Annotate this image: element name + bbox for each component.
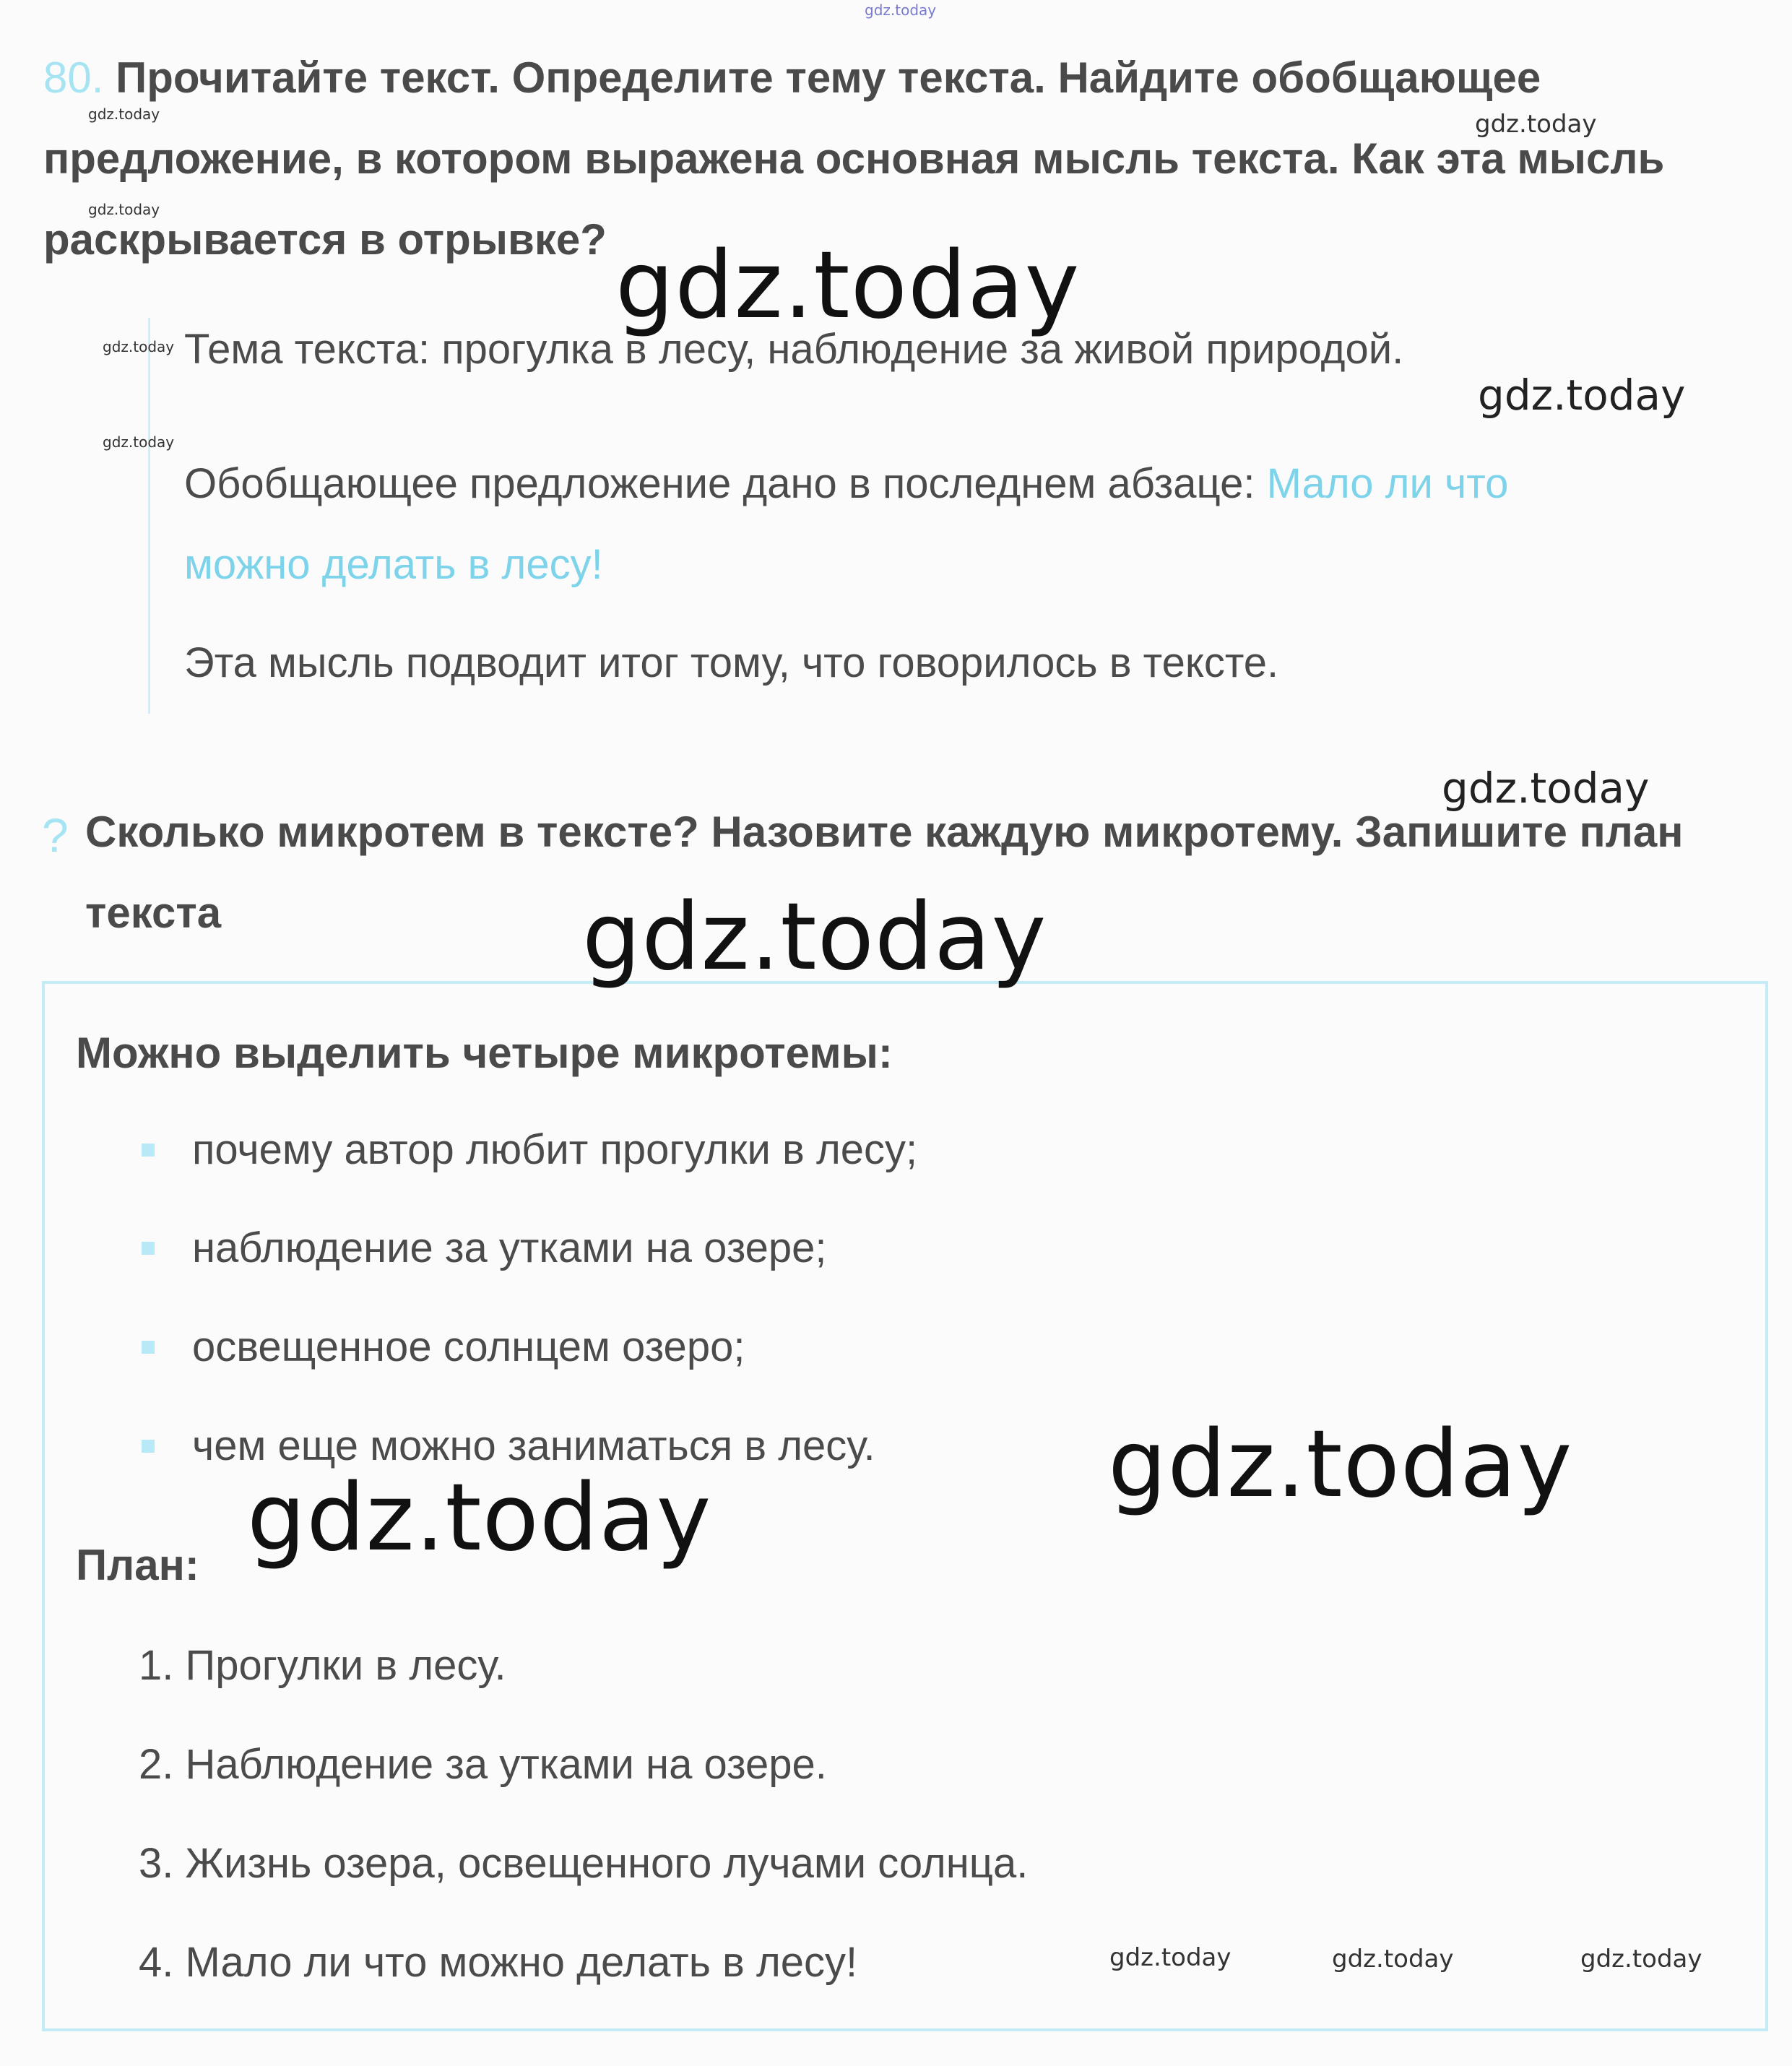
microtopics-heading: Можно выделить четыре микротемы: bbox=[76, 1029, 893, 1077]
watermark: gdz.today bbox=[1580, 1945, 1702, 1974]
question-mark-icon: ? bbox=[42, 808, 69, 862]
answer-summary-quote-1: Мало ли что bbox=[1266, 460, 1509, 507]
watermark: gdz.today bbox=[615, 232, 1081, 340]
watermark: gdz.today bbox=[1442, 764, 1650, 813]
exercise-number: 80. bbox=[43, 53, 104, 102]
watermark-top: gdz.today bbox=[865, 1, 937, 19]
plan-item-number: 2. bbox=[139, 1741, 174, 1788]
bullet-icon bbox=[142, 1341, 155, 1354]
microtopic-item: освещенное солнцем озеро; bbox=[192, 1323, 745, 1370]
microtopic-item: чем еще можно заниматься в лесу. bbox=[192, 1422, 875, 1469]
plan-item bbox=[139, 1729, 827, 1801]
plan-item-text: Наблюдение за утками на озере. bbox=[185, 1741, 827, 1788]
answer-left-rule bbox=[148, 318, 150, 714]
watermark: gdz.today bbox=[1109, 1943, 1232, 1972]
watermark: gdz.today bbox=[1478, 371, 1686, 420]
bullet-icon bbox=[142, 1440, 155, 1453]
sub-question-text: Сколько микротем в тексте? Назовите каждую микротему. Запишите план текста bbox=[85, 808, 1684, 937]
answer-summary-intro: Обобщающее предложение дано в последнем абзаце: bbox=[184, 460, 1255, 507]
watermark: gdz.today bbox=[103, 338, 175, 355]
bullet-icon bbox=[142, 1242, 155, 1255]
watermark: gdz.today bbox=[103, 433, 175, 451]
answer-summary bbox=[184, 444, 1744, 605]
plan-item-text: Мало ли что можно делать в лесу! bbox=[185, 1939, 858, 1986]
watermark: gdz.today bbox=[1108, 1411, 1573, 1518]
watermark: gdz.today bbox=[1475, 110, 1597, 139]
watermark: gdz.today bbox=[247, 1464, 712, 1572]
plan-item-number: 1. bbox=[139, 1642, 174, 1689]
exercise-prompt: Прочитайте текст. Определите тему текста. Найдите обобщающее предложение, в котором выражена основная мысль текста. Как эта мысль раскрывается в отрывке? bbox=[43, 53, 1665, 264]
answer-summary-quote-2: можно делать в лесу! bbox=[184, 541, 603, 588]
watermark: gdz.today bbox=[88, 105, 160, 123]
plan-item bbox=[139, 1630, 506, 1702]
plan-item-number: 3. bbox=[139, 1840, 174, 1887]
watermark: gdz.today bbox=[88, 201, 160, 218]
watermark: gdz.today bbox=[1332, 1945, 1454, 1974]
answer-topic: Тема текста: прогулка в лесу, наблюдение за живой природой. bbox=[184, 326, 1404, 373]
plan-item-text: Жизнь озера, освещенного лучами солнца. bbox=[185, 1840, 1029, 1887]
plan-item bbox=[139, 1927, 857, 1999]
plan-item bbox=[139, 1828, 1028, 1900]
watermark: gdz.today bbox=[582, 883, 1047, 991]
plan-heading: План: bbox=[76, 1541, 199, 1589]
plan-item-text: Прогулки в лесу. bbox=[185, 1642, 506, 1689]
bullet-icon bbox=[142, 1144, 155, 1157]
microtopic-item: наблюдение за утками на озере; bbox=[192, 1224, 827, 1271]
answer-conclusion: Эта мысль подводит итог тому, что говорилось в тексте. bbox=[184, 639, 1279, 686]
microtopic-item: почему автор любит прогулки в лесу; bbox=[192, 1126, 918, 1173]
plan-item-number: 4. bbox=[139, 1939, 174, 1986]
